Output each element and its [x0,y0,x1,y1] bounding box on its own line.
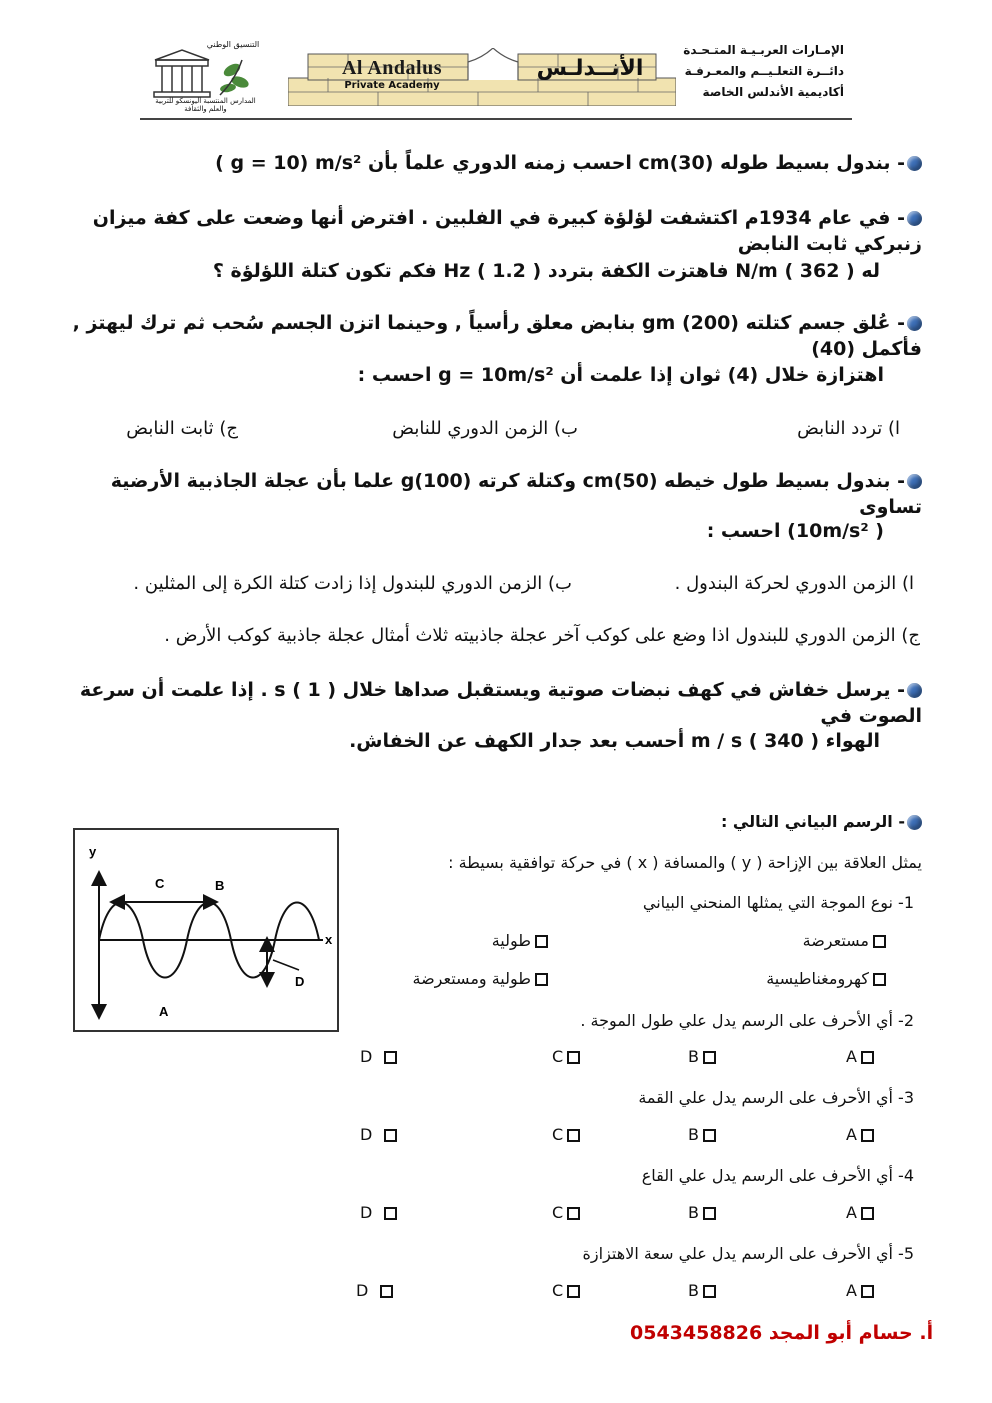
question-3-opt-c: ج) ثابت النابض [126,418,238,439]
question-5-line-2: الهواء m / s ( 340 ) أحسب بعد جدار الكهف عن الخفاش. [349,730,880,752]
mc-q5-answers [0,1280,992,1304]
checkbox-icon[interactable] [861,1285,874,1298]
question-1: - بندول بسيط طوله (30)cm احسب زمنه الدوري علماً بأن g = 10) m/s² ) [62,150,922,176]
answer-b[interactable] [688,1124,720,1146]
mc-q2-answers [0,1046,992,1070]
mc-q1-opt-em[interactable] [690,968,890,990]
letter: B [688,1203,699,1222]
label-d: D [295,974,305,989]
question-4-line-1: بندول بسيط طول خيطه cm(50) وكتلة كرته g(100) علما بأن عجلة الجاذبية الأرضية تساوى [110,470,922,518]
mc-q2: 2- أي الأحرف على الرسم يدل علي طول الموجة . [580,1011,914,1030]
mc-q4: 4- أي الأحرف على الرسم يدل علي القاع [641,1166,914,1185]
letter: B [688,1281,699,1300]
header-divider [140,118,852,120]
answer-a[interactable] [846,1046,878,1068]
mc-q5: 5- أي الأحرف على الرسم يدل علي سعة الاهتزازة [582,1244,914,1263]
question-2: - في عام 1934م اكتشفت لؤلؤة كبيرة في الفلبين . افترض أنها وضعت على كفة ميزان زنبركي ثابت النابض [92,207,922,255]
checkbox-icon[interactable] [873,973,886,986]
header-line-1: الإمـارات العربـيـة المتـحـدة [683,43,844,57]
checkbox-icon[interactable] [873,935,886,948]
graph-section-title: - الرسم البياني التالي : [422,812,922,831]
mc-q4-answers [0,1202,992,1226]
question-3-opt-b: ب) الزمن الدوري للنابض [392,418,578,439]
question-3: - عُلق جسم كتلته gm (200) بنابض معلق رأسياً , وحينما اتزن الجسم سُحب ثم ترك ليهتز , فأكمل (40) [72,312,922,360]
mc-q1-opt-transverse[interactable] [710,930,890,952]
question-2-line-2: له N/m ( 362 ) فاهتزت الكفة بتردد Hz ( 1.2 ) فكم تكون كتلة اللؤلؤة ؟ [212,260,880,282]
label-a: A [159,1004,169,1019]
answer-a[interactable] [846,1124,878,1146]
letter: D [356,1281,369,1300]
bullet-icon [907,815,922,830]
checkbox-icon[interactable] [703,1285,716,1298]
answer-b[interactable] [688,1202,720,1224]
d-pointer [273,960,299,970]
school-name-ar: الأنــدلـس [536,56,644,81]
school-name-en [312,57,472,91]
wave-graph [73,828,339,1032]
checkbox-icon[interactable] [703,1207,716,1220]
checkbox-icon[interactable] [567,1285,580,1298]
label-b: B [215,878,225,893]
question-3-opt-a: ا) تردد النابض [797,418,900,439]
letter: D [360,1125,373,1144]
letter: C [552,1203,564,1222]
answer-c[interactable] [552,1046,584,1068]
question-3-line-1: عُلق جسم كتلته gm (200) بنابض معلق رأسياً , وحينما اتزن الجسم سُحب ثم ترك ليهتز , فأكمل (40) [72,312,922,360]
mc-q1-opt-longitudinal[interactable] [372,930,552,952]
question-4-line-2: ( 10m/s²) احسب : [706,520,884,542]
question-4: - بندول بسيط طول خيطه cm(50) وكتلة كرته g(100) علما بأن عجلة الجاذبية الأرضية تساوى [110,470,922,518]
letter: C [552,1047,564,1066]
letter: A [846,1203,857,1222]
mc-q3: 3- أي الأحرف على الرسم يدل علي القمة [638,1088,914,1107]
letter: C [552,1281,564,1300]
checkbox-icon[interactable] [703,1051,716,1064]
answer-a[interactable] [846,1202,878,1224]
label-x: x [325,932,333,947]
answer-d[interactable] [360,1124,401,1146]
checkbox-icon[interactable] [703,1129,716,1142]
school-name-en-title: Al Andalus [341,57,443,79]
checkbox-icon[interactable] [861,1207,874,1220]
graph-title-text: الرسم البياني التالي : [720,812,893,831]
bullet-icon [907,156,922,171]
letter: B [688,1125,699,1144]
question-4-opt-c: ج) الزمن الدوري للبندول اذا وضع على كوكب آخر عجلة جاذبيته ثلاث أمثال عجلة جاذبية كوكب الأرض . [164,625,920,646]
answer-b[interactable] [688,1280,720,1302]
header-line-3: أكاديمية الأندلس الخاصة [702,85,844,99]
checkbox-icon[interactable] [861,1051,874,1064]
checkbox-icon[interactable] [567,1051,580,1064]
label-c: C [155,876,165,891]
opt-label: طولية ومستعرضة [412,969,531,988]
letter: D [360,1047,373,1066]
bullet-icon [907,316,922,331]
question-2-line-1: في عام 1934م اكتشفت لؤلؤة كبيرة في الفلبين . افترض أنها وضعت على كفة ميزان زنبركي ثابت النابض [92,207,922,255]
bullet-icon [907,474,922,489]
answer-d[interactable] [360,1046,401,1068]
checkbox-icon[interactable] [384,1129,397,1142]
checkbox-icon[interactable] [567,1207,580,1220]
bullet-icon [907,211,922,226]
question-3-line-2: اهتزازة خلال (4) ثوان إذا علمت أن g = 10m/s² احسب : [357,364,884,386]
header-line-2: دائــرة التعلـيــم والمعـرفـة [684,64,844,78]
answer-d[interactable] [360,1202,401,1224]
opt-label: طولية [491,931,531,950]
question-5-line-1: يرسل خفاش في كهف نبضات صوتية ويستقبل صداها خلال s ( 1 ) . إذا علمت أن سرعة الصوت في [79,679,922,727]
question-1-text: بندول بسيط طوله (30)cm احسب زمنه الدوري علماً بأن g = 10) m/s² ) [215,152,891,174]
answer-b[interactable] [688,1046,720,1068]
opt-label: كهرومغناطيسية [766,969,869,988]
school-name-en-sub: Private Academy [344,80,440,91]
letter: A [846,1281,857,1300]
logo-caption-bottom: المدارس المنتسبة اليونسكو للتربية والعلم والثقافة [155,97,256,113]
answer-d[interactable] [356,1280,397,1302]
question-5: - يرسل خفاش في كهف نبضات صوتية ويستقبل صداها خلال s ( 1 ) . إذا علمت أن سرعة الصوت في [79,679,922,727]
answer-c[interactable] [552,1280,584,1302]
checkbox-icon[interactable] [535,935,548,948]
question-4-opt-a: ا) الزمن الدوري لحركة البندول . [674,573,914,594]
label-y: y [89,844,97,859]
checkbox-icon[interactable] [567,1129,580,1142]
answer-a[interactable] [846,1280,878,1302]
checkbox-icon[interactable] [384,1207,397,1220]
checkbox-icon[interactable] [384,1051,397,1064]
logo-caption-top: التنسيق الوطني [206,40,260,49]
letter: B [688,1047,699,1066]
teacher-signature: أ. حسام أبو المجد 0543458826 [630,1322,934,1344]
answer-c[interactable] [552,1202,584,1224]
graph-intro: يمثل العلاقة بين الإزاحة ( y ) والمسافة ( x ) في حركة توافقية بسيطة : [448,853,922,872]
answer-c[interactable] [552,1124,584,1146]
checkbox-icon[interactable] [380,1285,393,1298]
letter: A [846,1047,857,1066]
question-4-opt-b: ب) الزمن الدوري للبندول إذا زادت كتلة الكرة إلى المثلين . [133,573,572,594]
checkbox-icon[interactable] [861,1129,874,1142]
checkbox-icon[interactable] [535,973,548,986]
letter: C [552,1125,564,1144]
mc-q3-answers [0,1124,992,1148]
bullet-icon [907,683,922,698]
letter: A [846,1125,857,1144]
mc-q1-opt-both[interactable] [352,968,552,990]
opt-label: مستعرضة [802,931,869,950]
letter: D [360,1203,373,1222]
wave-graph-svg [75,830,337,1030]
mc-q1: 1- نوع الموجة التي يمثلها المنحني البياني [642,893,914,912]
